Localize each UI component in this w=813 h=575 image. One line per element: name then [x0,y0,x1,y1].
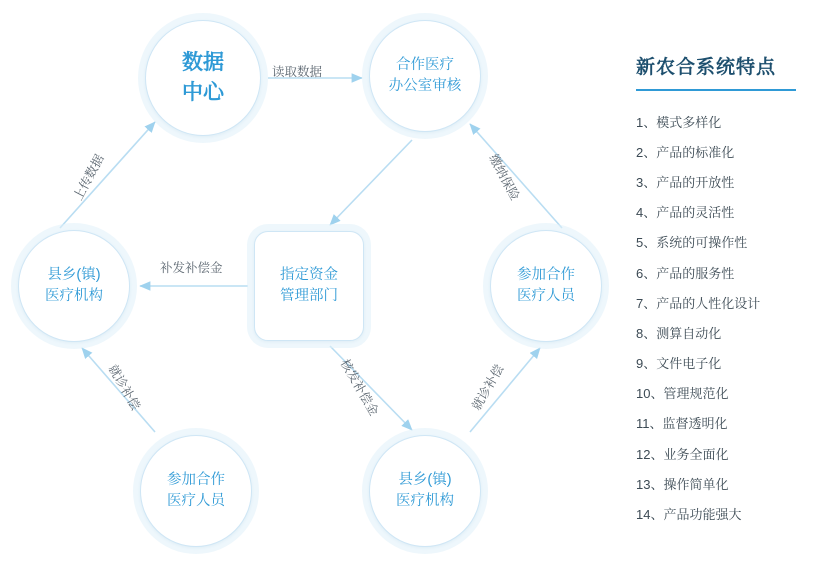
node-county-org-left-line-2: 医疗机构 [45,288,103,304]
list-item: 6、产品的服务性 [636,265,735,281]
list-item: 14、产品功能强大 [636,507,742,523]
panel-title: 新农合系统特点 [636,57,777,78]
node-county-org-left[interactable] [18,230,130,342]
list-item: 3、产品的开放性 [636,174,735,190]
list-item: 8、测算自动化 [636,325,722,341]
features-panel [636,0,813,575]
node-coop-staff-bottom[interactable] [140,435,252,547]
edge-label-reissue-compensation: 补发补偿金 [160,261,223,275]
node-coop-office-line-2: 办公室审核 [388,78,462,94]
node-county-org-bottom-line-2: 医疗机构 [396,493,454,509]
list-item: 11、监督透明化 [636,416,728,432]
node-fund-dept-line-1: 指定资金 [280,266,338,283]
list-item: 7、产品的人性化设计 [636,295,761,311]
list-item: 4、产品的灵活性 [636,205,735,221]
edge-label-pay-insurance: 缴纳保险 [486,152,523,203]
node-coop-staff-bottom-line-2: 医疗人员 [167,493,225,509]
list-item: 10、管理规范化 [636,386,729,402]
node-fund-dept[interactable] [254,231,364,341]
node-data-center-line-2: 中心 [182,81,224,104]
edge-label-verify-compensation: 核发补偿金 [337,356,382,419]
node-coop-office[interactable] [369,20,481,132]
panel-title-divider [636,89,796,91]
feature-list [636,107,813,530]
list-item: 13、操作简单化 [636,476,729,492]
edge-label-upload-data: 上传数据 [70,152,107,203]
node-coop-staff-right-line-2: 医疗人员 [517,288,575,304]
node-county-org-bottom[interactable] [369,435,481,547]
node-fund-dept-line-2: 管理部门 [280,288,338,304]
edge-label-read-data: 读取数据 [272,65,323,79]
node-coop-office-line-1: 合作医疗 [396,56,454,73]
list-item: 1、模式多样化 [636,114,722,130]
list-item: 9、文件电子化 [636,356,722,372]
edge-label-visit-compensation-right: 就诊补偿 [469,362,507,413]
node-data-center[interactable] [145,20,261,136]
list-item: 2、产品的标准化 [636,144,735,160]
edge-label-visit-compensation-left: 就诊补偿 [105,362,143,413]
node-coop-staff-bottom-line-1: 参加合作 [167,471,225,488]
node-data-center-line-1: 数据 [182,50,224,74]
list-item: 12、业务全面化 [636,446,729,462]
node-county-org-left-line-1: 县乡(镇) [47,266,101,283]
node-coop-staff-right-line-1: 参加合作 [517,266,575,283]
node-coop-staff-right[interactable] [490,230,602,342]
node-county-org-bottom-line-1: 县乡(镇) [398,471,452,488]
list-item: 5、系统的可操作性 [636,235,748,251]
